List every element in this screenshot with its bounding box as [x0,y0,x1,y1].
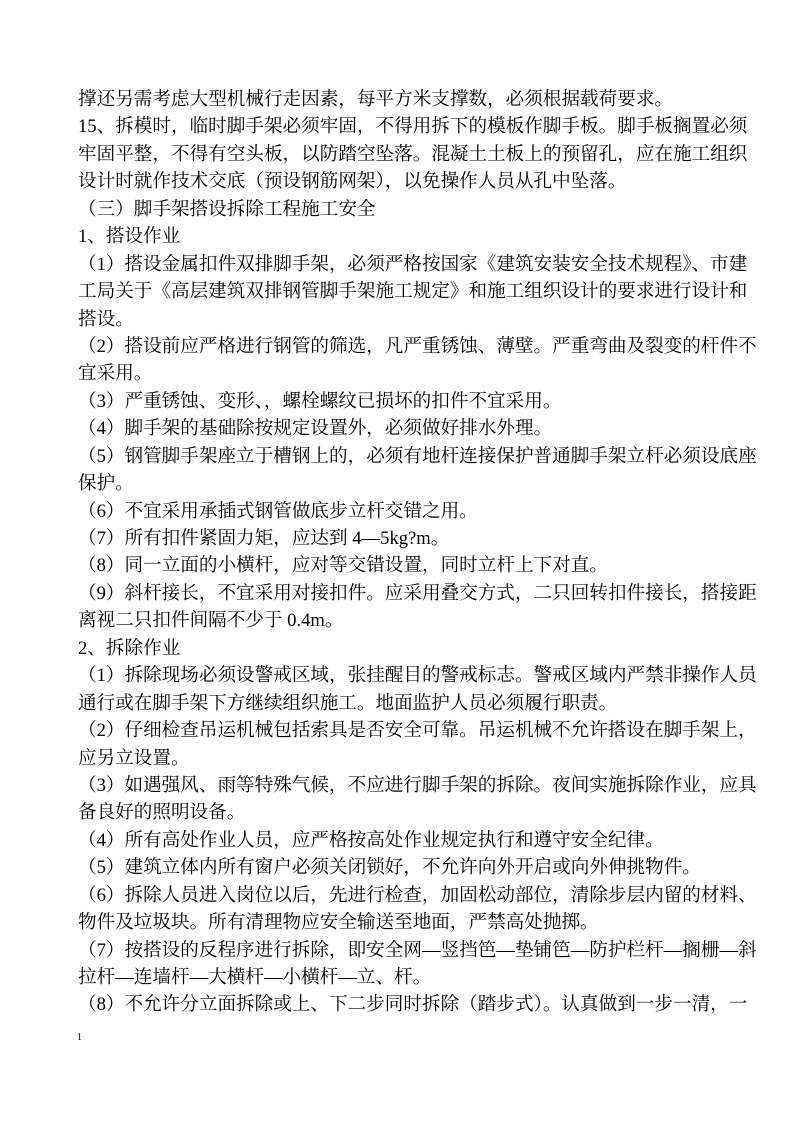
text-line: （9）斜杆接长，不宜采用对接扣件。应采用叠交方式，二只回转扣件接长，搭接距 [78,582,757,604]
text-line: （8）同一立面的小横杆，应对等交错设置，同时立杆上下对直。 [78,555,608,577]
text-line: （3）如遇强风、雨等特殊气候，不应进行脚手架的拆除。夜间实施拆除作业，应具 [78,774,757,796]
document-body [78,86,778,1019]
text-line: 备良好的照明设备。 [78,802,246,824]
page-number: 1 [77,1032,82,1043]
text-line: （4）所有高处作业人员，应严格按高处作业规定执行和遵守安全纪律。 [78,829,664,851]
text-line: 物件及垃圾块。所有清理物应安全输送至地面，严禁高处抛掷。 [78,912,599,934]
text-line: 设计时就作技术交底（预设钢筋网架），以免操作人员从孔中坠落。 [78,171,627,193]
text-line: （1）搭设金属扣件双排脚手架，必须严格按国家《建筑安装安全技术规程》、市建 [78,253,748,275]
text-line: 2、拆除作业 [78,637,181,659]
text-line: （1）拆除现场必须设警戒区域，张挂醒目的警戒标志。警戒区域内严禁非操作人员 [78,665,757,687]
text-line: 牢固平整，不得有空头板，以防踏空坠落。混凝土土板上的预留孔，应在施工组织 [78,143,748,165]
text-line: （三）脚手架搭设拆除工程施工安全 [78,198,376,220]
text-line: （2）搭设前应严格进行钢管的筛选，凡严重锈蚀、薄壁。严重弯曲及裂变的杆件不 [78,335,757,357]
text-line: 宜采用。 [78,363,153,385]
text-line: 离视二只扣件间隔不少于 0.4m。 [78,610,344,632]
text-line: （6）拆除人员进入岗位以后，先进行检查，加固松动部位，清除步层内留的材料、 [78,884,757,906]
text-line: （3）严重锈蚀、变形、，螺栓螺纹已损坏的扣件不宜采用。 [78,390,562,412]
text-line: （5）建筑立体内所有窗户必须关闭锁好，不允许向外开启或向外伸挑物件。 [78,857,701,879]
text-line: 应另立设置。 [78,747,190,769]
text-line: 搭设。 [78,308,134,330]
text-line: （7）所有扣件紧固力矩，应达到 4—5kg?m。 [78,528,450,549]
text-line: （5）钢管脚手架座立于槽钢上的，必须有地杆连接保护普通脚手架立杆必须设底座 [78,445,757,467]
text-line: 1、搭设作业 [78,226,181,248]
text-line: 工局关于《高层建筑双排钢管脚手架施工规定》和施工组织设计的要求进行设计和 [78,281,748,303]
text-line: （7）按搭设的反程序进行拆除，即安全网—竖挡笆—垫铺笆—防护栏杆—搁栅—斜 [78,939,757,961]
text-line: （4）脚手架的基础除按规定设置外，必须做好排水外理。 [78,418,553,440]
text-line: 通行或在脚手架下方继续组织施工。地面监护人员必须履行职责。 [78,692,618,714]
text-line: 保护。 [78,473,134,495]
text-line: （2）仔细检查吊运机械包括索具是否安全可靠。吊运机械不允许搭设在脚手架上， [78,720,757,742]
text-line: 拉杆—连墙杆—大横杆—小横杆—立、杆。 [78,967,432,988]
text-line: 15、拆模时，临时脚手架必须牢固，不得用拆下的模板作脚手板。脚手板搁置必须 [78,116,748,138]
text-line: （8）不允许分立面拆除或上、下二步同时拆除（踏步式）。认真做到一步一清，一 [78,994,748,1016]
text-line: （6）不宜采用承插式钢管做底步立杆交错之用。 [78,500,478,522]
text-line: 撑还另需考虑大型机械行走因素，每平方米支撑数，必须根据载荷要求。 [78,89,674,110]
